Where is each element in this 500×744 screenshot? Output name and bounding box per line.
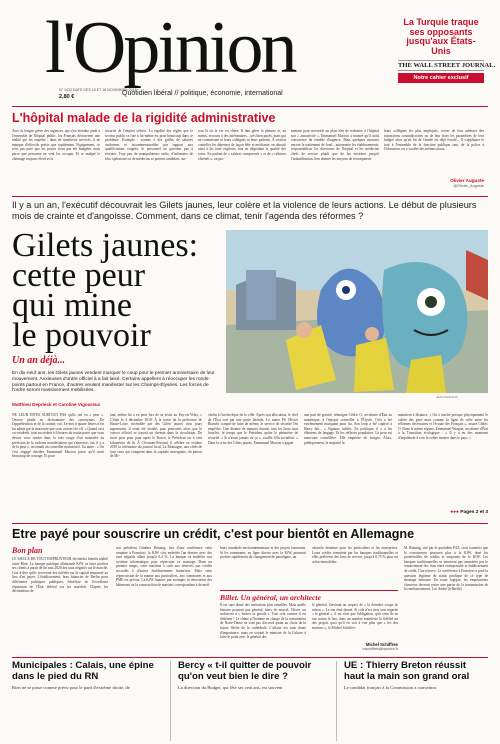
promo-headline: La Turquie traque ses opposants jusqu'aux États-Unis xyxy=(403,17,479,56)
teaser-1[interactable] xyxy=(12,661,162,741)
editorial-col-5: leurs collègues les plus impliqués, cesser de leur adresser des injonctions contradictoires ou de leur fixer les paramètres de leur budget alors qu'en fin de l'année est déjà écoulé... Il s'appliquer le tout à l'ensemble de la fonction publique tant, de la police à l'éducation, on y souffre des mêmes maux. xyxy=(384,129,484,152)
credit-col-2: son président Günther Bräunig, lors d'une conférence cette semaine à Francfort, la KfW s'est endettée l'an dernier avec des taux négatifs allant jusqu'à 0,4 %. La banque va modifier son système informatique pour répercuter ce montage. Dans un premier temps, cette machine à cash aux réserves aux crédits accordés à d'autres établissements financiers. Mais cette répercussion de la manne aux particuliers, aux communes et aux PME est prévue. La KfW finance, par exemple, la rénovation des bâtiments ou la construction de maisons correspondant à de meil- xyxy=(116,546,212,587)
teaser-1-text: Rien ne se passe comme prévu pour le parti d'extrême droite, de xyxy=(12,685,130,690)
teaser-3[interactable] xyxy=(344,661,488,741)
headline-line-1: Gilets jaunes: xyxy=(12,227,199,264)
editorial-handle[interactable]: @Olivier_Auguste xyxy=(453,184,484,188)
billet-label: Billet. Un général, un architecte xyxy=(220,593,321,602)
lead-col-2: tant, même lui a eu peur lors de sa visite au Puy-en-Velay. » C'était le 4 décembre 2018. À la sortie de la préfecture de Haute-Loire, incendiée par des Gilets jaunes trois jours auparavant, il avait été insulté, puis poursuivi alors que le convoi officiel se frayait un chemin dans la circulation. De mois pour pour pour après le Bosco, le Président est à cent kilomètres de là. À Clermont-Ferrand, il célèbre en octobre 2019 la cérémonie du journal local, La Montagne, aux côtés de tous ceux qui comptent dans la capitale auvergnate, du patron de Mi- xyxy=(110,413,202,459)
headline-line-4: le pouvoir xyxy=(12,317,151,354)
lead-headline xyxy=(12,227,222,354)
billet-col-1: Il est sans doute des invitations plus aimables. Mais quelle histoire pourrait pas général, hiers de nouvel, l'hiver, un architecte à « fermer sa gueule ». Tout cela comme il est différent ! Le chêne a l'homme en charge de la restauration de Notre-Dame ne sont pas d'accord quant au choix de la future flèche de la cathédrale. L'affaire est sans doute d'importance, mais en voyant le ministre de la Culture à faire le point avec le général des xyxy=(220,603,306,640)
teaser-1-title: Municipales : Calais, une épine dans le pied du RN xyxy=(12,660,154,682)
teaser-3-title: UE : Thierry Breton réussit haut la main son grand oral xyxy=(344,660,470,682)
wsj-logo: THE WALL STREET JOURNAL. xyxy=(398,62,496,69)
section-label: Un an déjà... xyxy=(12,355,66,366)
editorial-col-3: tout là où la vie est chère. Il faut gérer la pénurie et, au mieux, recourir à des intérimaires... très bien payés, mais qui ne connaissent ni leurs collègues ni leurs patients. À vouloir contrôler les dépenses de façon bête et méchante, on aboutit ainsi à les faire exploser, tout en dégradant la qualité des soins. En parlant de « salaires compressés » et de « rythmes effrénés », on pro- xyxy=(198,129,286,161)
masthead-rule xyxy=(12,106,488,107)
lead-col-4: une part de gravité, témoigne Cédric O, secrétaire d'État au numérique, à l'époque conseiller à l'Élysée. Cela a été extrêmement marquant pour lui. Son loup a été captivé à Harry fait... » Signaux faibles. En politique, il y a les éléments de langage. Et les réflexes populaires. La peur est mauvaise conseillère. Elle empêche de bouger. Alors, publiquement, la majorité la xyxy=(304,413,392,445)
continued-link[interactable] xyxy=(398,510,488,515)
billet-email[interactable]: mschiffres@lopinion.fr xyxy=(362,647,398,651)
teaser-2-title: Bercy « t-il quitter de pouvoir qu'on veut bien le dire ? xyxy=(178,660,312,682)
lead-col-3: chelin à l'archevêque de la ville. Après son allocution, le chef de l'État sort par une porte latérale. Le maire PS Olivier Bianchi compte de faire de même, le service de sécurité l'en empêche. Une dizaine de minutes durant, tous les lieux sont bouclés, le temps que le Président quitte le périmètre de sécurité. « Je n'avais jamais vu ça », souffle l'élu socialiste. « Dans la crise des Gilets jaunes, Emmanuel Macron a gagné xyxy=(208,413,298,445)
lead-byline: Matthieu Deprieck et Caroline Vigoureux xyxy=(12,402,101,407)
teaser-3-text: Le candidat français à la Commission a convaincu xyxy=(344,685,437,690)
masthead xyxy=(45,7,385,104)
lead-illustration xyxy=(226,230,488,393)
price: 2,80 € xyxy=(59,94,75,100)
arrow-icon: ●●● xyxy=(450,510,461,515)
credit-section: Bon plan xyxy=(12,546,43,555)
promo-label: Notre cahier exclusif xyxy=(398,73,484,83)
promo-box[interactable] xyxy=(398,17,496,104)
credit-col-4: obstacle demeure pour les particuliers et les entreprises. Leurs crédits transitent par les banques traditionnelles et elles prélèvent des frais de service, jusqu'à 0,75 % pour un achat immobilier. xyxy=(312,546,398,564)
billet-col-2: le général, l'invitant au respect de « la dernière coupe de raison ». Le ton était donné. Si cela n'est rien, tout regarde « le général », il est n'est que l'obligation, qu'à cette ils en ont connu le lieu, dans un nombre manifeste la fidélité un des projets quoi qu'il en soit à vue plus que « les des moteurs », le Michel Schiffres xyxy=(312,603,398,630)
masthead-logo: l'Opinion xyxy=(45,7,295,89)
teaser-2-text: La direction du Budget, qui fête ses cent ans, est souvent xyxy=(178,685,283,690)
teaser-divider-2 xyxy=(336,661,337,741)
teaser-2[interactable] xyxy=(178,661,328,741)
editorial-rule xyxy=(12,196,488,197)
billet-author: Michel Schiffres xyxy=(365,642,398,647)
credit-rule xyxy=(12,657,488,658)
credit-col-5: M. Bräunig, cité par le quotidien FAZ, croit toutefois que la concurrence poussera plus à la KfW, dont les portefeuilles de crédits et emprunts de la KfW. Les banques traditionnelles se montrent pas amuséées par le renoncement des frais entre entreprendre et établissement de crédit. Une réserve : la conférence à Francfort a posé la question légitime du statut juridique de ce type de montage bancaire. En toute logique, les emprunteurs chanceux devront rester une partie de la transmission de la remboursement. Luc André (à Berlin) xyxy=(404,546,488,592)
lead-kicker: Il y a un an, l'exécutif découvrait les Gilets jaunes, leur colère et la violence de leurs actions. Le début de plusieurs mois de crainte et d'angoisse. Comment, dans ce climat, tenir l'agenda des réformes ? xyxy=(12,200,477,221)
credit-headline: Etre payé pour souscrire un crédit, c'est pour bientôt en Allemagne xyxy=(12,527,415,541)
headline-line-2: cette peur xyxy=(12,257,146,294)
issue-number: N° 1432 DATÉ DES 15 ET 16 NOVEMBRE 2018 xyxy=(59,88,137,92)
tagline: Quotidien libéral // politique, économie, international xyxy=(122,90,283,97)
editorial-col-4: mettant pour mercredi un plan afin de redonner à l'hôpital son « attractivité », Emmanuel Macron a montré qu'il avait conscience du remède d'urgence. Mais quelques mesures encore le traitement de fond : autonomie les établissements, responsabiliser les directeurs de l'hôpital et les médecins chefs de service plutôt que de les encadrer jusqu'à l'infantilisation, leur donner les moyens de récompenser xyxy=(291,129,379,161)
lead-col-1: NE LEUR DITES SURTOUT PAS qu'ils ont eu « peur ». Oeuvre plutôt en dictionnaire des synonymes. De l'appréhension et de la crainte, oui. Le mot à quatre lettres n'est lui admis par la macronie que sous couvert de off. « Quand on a vu vendredi, tous succèdent à 6 heures du matin parce que vous deviez vous rendre dans la voie rouge d'un ministère en prévision de la violente manifestation qui s'annonce, oui, il y a de la peur », reconnaît un conseiller ministériel. Un autre : « On s'est engagé derrière Emmanuel Macron parce qu'il avait beaucoup de courage. Et pour xyxy=(12,413,104,459)
editorial-col-1: Avec la longue grève des urgences, qui s'est étendue jeudi à l'ensemble de l'hôpital public, les Français découvrent une réalité qui les stupéfie : dans de nombreux services, il ne manque d'effectifs précis que rapidement l'équipement, ce n'est pas pure que les postes n'ont pas été budgétés mais parce que personne ne veut les occuper. Et ce malgré le chômage toujours élevé et la xyxy=(12,129,100,161)
editorial-author: Olivier Auguste xyxy=(450,178,484,183)
lead-intro: En dix-neuf ans, les Gilets jaunes vendent marquer le coup pour le premier anniversaire de leur mouvement. Anxieuses d'ordre officiel à a fait laisé. Certains appellent à réoccuper les ronds-points partout en France, d'autres veulent manifester sur les Champs-Élysées. Les forces de l'ordre seront massivement mobilisées. xyxy=(12,371,215,394)
editorial-col-2: sécurité de l'emploi offerte. La rigidité des règles que le secteur public se fixe à lui-même est pour beaucoup dans ce problème. Exemple : soumis à des grilles de salaires uniformes et incommensurables par rapport aux qualifications exigées, le personnel ne parvient pas à recruter. Trop peu de manipulateurs radio, d'infirmiers de bloc opératoire ou de médecins se portent candidats, sur- xyxy=(105,129,193,161)
lead-rule xyxy=(12,523,488,524)
credit-col-1: LE SIÈCLE DE TOUT EMPRUNTEUR deviendra bientôt réalité outre-Rhin. La banque publique allemande KfW va faire profiter ses clients à partir de fin mai 2020 des taux négatifs sur le marché. Cest-à-dire qu'ils recevront des intérêts sur le capital emprunté au lieu d'en payer. L'établissement, bras financier de Berlin pour différentes politiques publiques, bénéficie de l'excellente réputation de l'État fédéral sur les marchés. D'après les déclarations de xyxy=(12,557,108,594)
teaser-divider-1 xyxy=(170,661,171,741)
continued-label: Pages 2 et 3 xyxy=(460,510,488,515)
headline-line-3: qui mine xyxy=(12,287,132,324)
credit-col-3: leurs standards environnementaux et des projets innovants. Si les communes, en ligne directe avec la KfW, pourront profiter rapidement du changement de paradigme, un xyxy=(220,546,306,560)
lead-col-5: maintient à distance. « On a touché presque physiquement le colère des gens mais comme la ligne de crête entre les réformes nécessaires et l'écoute des Français », assure Cédric O. Dans le même régime, Emmanuel Wargon, secrétaire d'État à la Transition écologique : « Il y a eu des moments d'inquiétude à voir la colère monter dans le pays. » xyxy=(398,413,488,440)
photo-credit: JEAN FRANCIS xyxy=(436,395,458,399)
editorial-title: L'hôpital malade de la rigidité administrative xyxy=(12,111,276,125)
